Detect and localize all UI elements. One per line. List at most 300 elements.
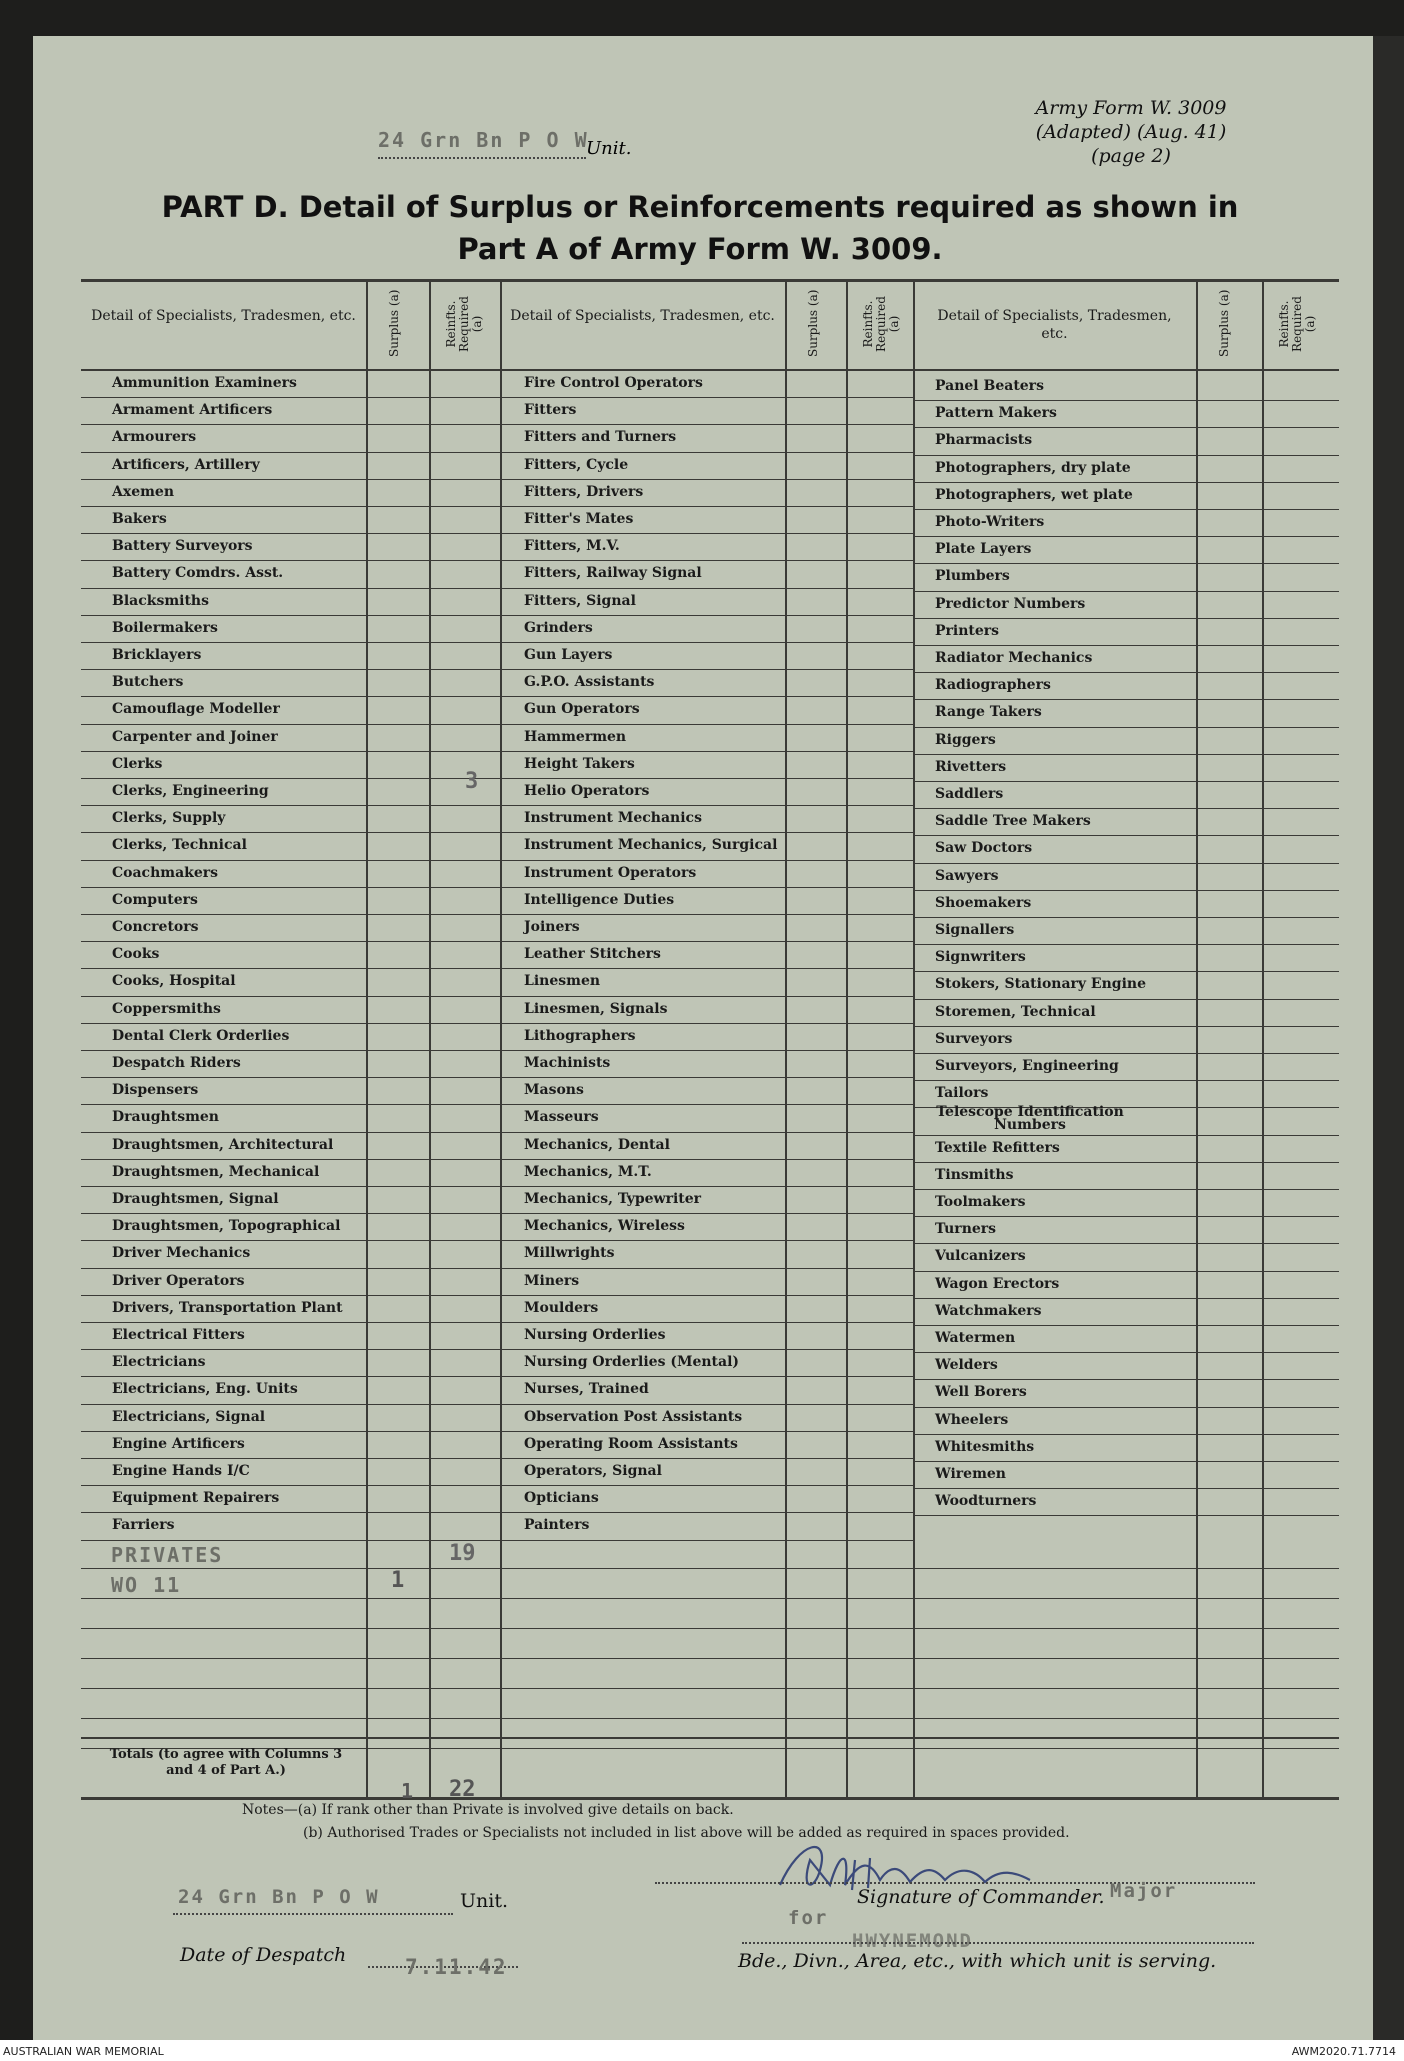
bde-label: Bde., Divn., Area, etc., with which unit is serving. <box>738 1950 1217 1972</box>
footer-unit-label: Unit. <box>460 1890 509 1912</box>
row-rule <box>500 479 913 480</box>
command-stamp: HWYNEMOND <box>852 1930 973 1952</box>
row-rule <box>500 424 913 425</box>
trade-item: Driver Operators <box>112 1272 245 1289</box>
trade-item: Camouflage Modeller <box>112 701 280 718</box>
trade-item: Draughtsmen, Mechanical <box>112 1163 320 1180</box>
trade-item: Shoemakers <box>935 894 1032 911</box>
trade-item: Nursing Orderlies <box>524 1327 666 1343</box>
note-a: Notes—(a) If rank other than Private is involved give details on back. <box>242 1802 734 1818</box>
trade-item: Engine Hands I/C <box>112 1463 250 1479</box>
trade-item: Clerks <box>112 755 163 772</box>
row-rule <box>500 1077 913 1078</box>
row-rule <box>81 1186 500 1187</box>
row-rule <box>500 968 913 969</box>
table-top-border <box>81 279 1339 282</box>
row-rule <box>913 754 1339 755</box>
row-rule <box>913 591 1339 592</box>
row-rule <box>81 1431 500 1432</box>
row-rule <box>500 1295 913 1296</box>
signature-label: Signature of Commander. <box>857 1886 1105 1908</box>
row-rule <box>81 615 500 616</box>
trade-item: Armament Artificers <box>112 402 273 419</box>
row-rule <box>81 914 500 915</box>
row-rule <box>81 1485 500 1486</box>
trade-item: Whitesmiths <box>935 1438 1035 1455</box>
trade-item: Nurses, Trained <box>524 1381 649 1398</box>
trade-item: Fitter's Mates <box>524 511 634 527</box>
row-rule <box>81 506 500 507</box>
row-rule <box>913 917 1339 918</box>
trade-item: Dispensers <box>112 1082 199 1099</box>
row-rule <box>913 727 1339 728</box>
row-rule <box>81 832 500 833</box>
trade-item: Fitters, M.V. <box>524 538 620 555</box>
row-rule <box>500 1540 913 1541</box>
form-title: PART D. Detail of Surplus or Reinforcements required as shown in <box>161 190 1239 224</box>
row-rule <box>81 1512 500 1513</box>
trade-item: Butchers <box>112 674 184 691</box>
row-rule <box>500 1132 913 1133</box>
row-rule <box>913 781 1339 782</box>
row-rule <box>81 1213 500 1214</box>
form-ref-line: (page 2) <box>1091 145 1171 167</box>
extra-row-label-wo: WO 11 <box>111 1572 182 1597</box>
row-rule <box>913 536 1339 537</box>
archive-strip <box>0 2040 1404 2061</box>
trade-item: Saddlers <box>935 786 1004 802</box>
trade-item: Mechanics, M.T. <box>524 1163 652 1180</box>
row-rule <box>500 751 913 752</box>
trade-item: Radiographers <box>935 677 1051 694</box>
row-rule <box>81 1540 500 1541</box>
trade-item: Stokers, Stationary Engine <box>935 976 1146 993</box>
row-rule <box>500 941 913 942</box>
clerks-reinfts: 3 <box>465 768 479 794</box>
row-rule <box>81 1132 500 1133</box>
trade-item: Gun Operators <box>524 701 640 718</box>
trade-item: Height Takers <box>524 755 635 772</box>
row-rule <box>81 397 500 398</box>
trade-item: Photo-Writers <box>935 514 1045 530</box>
extra-row-reinfts: 19 <box>449 1540 476 1566</box>
trade-item: Electricians, Signal <box>112 1408 266 1425</box>
row-rule <box>81 696 500 697</box>
trade-item: Printers <box>935 622 1000 639</box>
row-rule <box>500 1186 913 1187</box>
row-rule <box>913 1135 1339 1136</box>
trade-item: Bricklayers <box>112 647 202 663</box>
row-rule <box>500 1322 913 1323</box>
col-header-reinfts: Reinfts. Required (a) <box>861 296 901 352</box>
trade-item: Toolmakers <box>935 1194 1026 1210</box>
col-header-detail: Detail of Specialists, Tradesmen, etc. <box>937 308 1172 342</box>
row-rule <box>81 941 500 942</box>
blank-row-rule <box>81 1628 1339 1629</box>
trade-item: Tinsmiths <box>935 1166 1014 1183</box>
footer-unit-line <box>173 1913 453 1915</box>
row-rule <box>500 1458 913 1459</box>
row-rule <box>81 533 500 534</box>
row-rule <box>500 1431 913 1432</box>
row-rule <box>500 452 913 453</box>
trade-item: Well Borers <box>935 1384 1027 1401</box>
trade-item: Armourers <box>112 429 197 446</box>
trade-item: Linesmen, Signals <box>524 1000 668 1017</box>
row-rule <box>81 642 500 643</box>
row-rule <box>500 1376 913 1377</box>
trade-item: Masons <box>524 1082 584 1099</box>
trade-item: Saw Doctors <box>935 840 1033 857</box>
row-rule <box>913 1053 1339 1054</box>
row-rule <box>500 669 913 670</box>
trade-item: Engine Artificers <box>112 1435 245 1452</box>
row-rule <box>913 1271 1339 1272</box>
trade-item: Battery Surveyors <box>112 538 253 555</box>
trade-item: Textile Refitters <box>935 1139 1060 1156</box>
row-rule <box>500 778 913 779</box>
row-rule <box>500 533 913 534</box>
row-rule <box>500 914 913 915</box>
trade-item: Mechanics, Wireless <box>524 1218 685 1235</box>
row-rule <box>913 1243 1339 1244</box>
row-rule <box>81 1104 500 1105</box>
row-rule <box>500 860 913 861</box>
trade-item: Fitters and Turners <box>524 429 677 446</box>
trade-item: Helio Operators <box>524 783 650 799</box>
row-rule <box>913 835 1339 836</box>
row-rule <box>81 424 500 425</box>
trade-item: Welders <box>935 1357 998 1374</box>
row-rule <box>500 887 913 888</box>
row-rule <box>500 615 913 616</box>
row-rule <box>913 1379 1339 1380</box>
row-rule <box>913 482 1339 483</box>
trade-item: Pharmacists <box>935 432 1033 449</box>
row-rule <box>913 971 1339 972</box>
form-ref-line: (Adapted) (Aug. 41) <box>1035 121 1227 143</box>
row-rule <box>500 397 913 398</box>
table-bottom-border <box>81 1797 1339 1800</box>
trade-item: Surveyors, Engineering <box>935 1058 1119 1074</box>
trade-item: Photographers, dry plate <box>935 459 1131 476</box>
row-rule <box>913 808 1339 809</box>
trade-item: Turners <box>935 1221 997 1238</box>
row-rule <box>81 1458 500 1459</box>
col-header-surplus: Surplus (a) <box>806 289 820 357</box>
trade-item: Drivers, Transportation Plant <box>112 1299 343 1316</box>
trade-item: Storemen, Technical <box>935 1003 1096 1020</box>
trade-item: Cooks <box>112 946 160 963</box>
row-rule <box>913 944 1339 945</box>
blank-row-rule <box>81 1598 1339 1599</box>
row-rule <box>500 560 913 561</box>
trade-item: Vulcanizers <box>935 1248 1026 1265</box>
trade-item: Wagon Erectors <box>935 1275 1060 1292</box>
trade-item: Coppersmiths <box>112 1000 221 1017</box>
row-rule <box>500 1104 913 1105</box>
row-rule <box>500 1050 913 1051</box>
trade-item: Despatch Riders <box>112 1055 241 1071</box>
row-rule <box>500 1213 913 1214</box>
trade-item: Electrical Fitters <box>112 1327 245 1343</box>
trade-item: Lithographers <box>524 1027 636 1044</box>
date-value: 7.11.42 <box>405 1955 508 1979</box>
trade-item: Saddle Tree Makers <box>935 813 1091 830</box>
row-rule <box>81 669 500 670</box>
row-rule <box>81 778 500 779</box>
row-rule <box>913 999 1339 1000</box>
row-rule <box>500 1512 913 1513</box>
row-rule <box>913 1515 1339 1516</box>
trade-item: Artificers, Artillery <box>112 456 260 473</box>
row-rule <box>913 400 1339 401</box>
trade-item: Equipment Repairers <box>112 1490 280 1507</box>
blank-row-rule <box>81 1568 1339 1569</box>
trade-item: Pattern Makers <box>935 405 1057 422</box>
trade-item: Operators, Signal <box>524 1463 662 1479</box>
extra-row-label-privates: PRIVATES <box>111 1542 224 1567</box>
row-rule <box>913 1461 1339 1462</box>
col-header-surplus: Surplus (a) <box>387 289 401 357</box>
row-rule <box>913 1080 1339 1081</box>
trade-item: Boilermakers <box>112 619 218 636</box>
form-subtitle: Part A of Army Form W. 3009. <box>457 232 943 266</box>
row-rule <box>500 805 913 806</box>
rank-stamp: Major <box>1110 1880 1178 1902</box>
row-rule <box>81 1240 500 1241</box>
totals-surplus: 1 <box>401 1779 414 1803</box>
trade-item: Leather Stitchers <box>524 946 661 963</box>
row-rule <box>500 642 913 643</box>
trade-item: Predictor Numbers <box>935 595 1086 612</box>
trade-item: Painters <box>524 1517 590 1534</box>
trade-item: Watermen <box>935 1330 1016 1346</box>
trade-item: Observation Post Assistants <box>524 1408 743 1425</box>
unit-line <box>378 157 586 159</box>
trade-item: Hammermen <box>524 728 627 745</box>
trade-item: Signallers <box>935 922 1015 938</box>
trade-item: Clerks, Supply <box>112 810 226 827</box>
blank-row-rule <box>81 1658 1339 1659</box>
unit-stamp: 24 Grn Bn P O W <box>378 128 589 152</box>
trade-item: Dental Clerk Orderlies <box>112 1027 290 1044</box>
unit-label: Unit. <box>586 138 632 159</box>
row-rule <box>913 455 1339 456</box>
trade-item: Farriers <box>112 1517 175 1534</box>
col-header-detail: Detail of Specialists, Tradesmen, etc. <box>510 308 775 324</box>
trade-item: Computers <box>112 891 198 908</box>
row-rule <box>500 588 913 589</box>
trade-item: Signwriters <box>935 949 1026 966</box>
form-reference <box>1020 96 1242 168</box>
row-rule <box>913 645 1339 646</box>
trade-item: Mechanics, Dental <box>524 1136 670 1153</box>
column-divider <box>913 279 915 1797</box>
archive-ref: AWM2020.71.7714 <box>1291 2045 1396 2058</box>
row-rule <box>81 1322 500 1323</box>
bde-line <box>742 1942 1254 1944</box>
extra-row-surplus: 1 <box>391 1567 405 1593</box>
row-rule <box>81 996 500 997</box>
trade-item: Electricians <box>112 1354 206 1371</box>
row-rule <box>500 1159 913 1160</box>
row-rule <box>500 996 913 997</box>
trade-item: Ammunition Examiners <box>112 375 297 391</box>
specialists-table <box>81 279 1339 1803</box>
trade-item: Cooks, Hospital <box>112 973 236 990</box>
row-rule <box>81 1050 500 1051</box>
trade-item: Draughtsmen <box>112 1109 219 1126</box>
trade-item: Opticians <box>524 1490 599 1507</box>
trade-item: Millwrights <box>524 1245 615 1262</box>
totals-label: Totals (to agree with Columns 3 and 4 of Part A.) <box>109 1747 343 1778</box>
trade-item: Fitters, Cycle <box>524 456 629 473</box>
note-b: (b) Authorised Trades or Specialists not included in list above will be added as required in spaces provided. <box>303 1825 1070 1841</box>
row-rule <box>913 1216 1339 1217</box>
row-rule <box>81 479 500 480</box>
trade-item: Driver Mechanics <box>112 1245 251 1262</box>
trade-item: Instrument Operators <box>524 864 697 881</box>
row-rule <box>81 751 500 752</box>
trade-item: Sawyers <box>935 867 999 884</box>
trade-item: Blacksmiths <box>112 592 209 609</box>
col-header-surplus: Surplus (a) <box>1217 289 1231 357</box>
trade-item: Plumbers <box>935 568 1010 585</box>
trade-item: Instrument Mechanics, Surgical <box>524 837 778 854</box>
blank-row-rule <box>81 1718 1339 1719</box>
row-rule <box>913 1298 1339 1299</box>
trade-item: Plate Layers <box>935 541 1032 558</box>
row-rule <box>913 1488 1339 1489</box>
trade-item: Nursing Orderlies (Mental) <box>524 1354 740 1371</box>
trade-item: Wheelers <box>935 1411 1009 1428</box>
row-rule <box>81 1295 500 1296</box>
row-rule <box>81 588 500 589</box>
trade-item: Tailors <box>935 1085 989 1102</box>
row-rule <box>913 1434 1339 1435</box>
trade-item: Radiator Mechanics <box>935 650 1093 666</box>
blank-row-rule <box>81 1688 1339 1689</box>
row-rule <box>913 1189 1339 1190</box>
col-header-detail: Detail of Specialists, Tradesmen, etc. <box>91 308 356 324</box>
row-rule <box>913 699 1339 700</box>
trade-item: Woodturners <box>935 1493 1037 1510</box>
footer-unit-stamp: 24 Grn Bn P O W <box>178 1886 380 1908</box>
row-rule <box>81 1268 500 1269</box>
trade-item: Gun Layers <box>524 647 613 663</box>
trade-item: Draughtsmen, Architectural <box>112 1136 334 1153</box>
row-rule <box>913 1162 1339 1163</box>
row-rule <box>913 563 1339 564</box>
trade-item: Coachmakers <box>112 864 219 881</box>
trade-item: Operating Room Assistants <box>524 1435 738 1452</box>
row-rule <box>81 1404 500 1405</box>
row-rule <box>81 1376 500 1377</box>
column-divider <box>1196 279 1198 1797</box>
trade-item: Fitters, Signal <box>524 592 636 609</box>
row-rule <box>81 1077 500 1078</box>
row-rule <box>81 1023 500 1024</box>
row-rule <box>913 509 1339 510</box>
trade-item: Miners <box>524 1272 580 1289</box>
col-header-reinfts: Reinfts. Required (a) <box>444 296 484 352</box>
date-label: Date of Despatch <box>180 1944 347 1966</box>
row-rule <box>500 1404 913 1405</box>
row-rule <box>81 560 500 561</box>
trade-item: Surveyors <box>935 1030 1013 1047</box>
row-rule <box>81 860 500 861</box>
scan-edge <box>1373 36 1404 2040</box>
row-rule <box>81 1159 500 1160</box>
trade-item: Machinists <box>524 1055 611 1071</box>
row-rule <box>500 1240 913 1241</box>
row-rule <box>913 863 1339 864</box>
trade-item: Fire Control Operators <box>524 375 703 391</box>
trade-item: Instrument Mechanics <box>524 810 702 827</box>
row-rule <box>913 1325 1339 1326</box>
row-rule <box>913 890 1339 891</box>
row-rule <box>81 452 500 453</box>
row-rule <box>913 672 1339 673</box>
row-rule <box>500 724 913 725</box>
trade-item: Rivetters <box>935 758 1007 775</box>
totals-reinfts: 22 <box>449 1777 476 1802</box>
row-rule <box>500 1485 913 1486</box>
trade-item: Draughtsmen, Signal <box>112 1191 279 1207</box>
trade-item: Electricians, Eng. Units <box>112 1381 298 1398</box>
row-rule <box>913 1352 1339 1353</box>
trade-item: Carpenter and Joiner <box>112 728 278 745</box>
trade-item: Battery Comdrs. Asst. <box>112 565 284 582</box>
column-divider <box>1262 279 1264 1797</box>
form-ref-line: Army Form W. 3009 <box>1035 97 1227 119</box>
row-rule <box>81 724 500 725</box>
row-rule <box>81 1349 500 1350</box>
row-rule <box>81 968 500 969</box>
trade-item: Linesmen <box>524 973 601 990</box>
trade-item: Clerks, Engineering <box>112 783 269 799</box>
row-rule <box>500 1023 913 1024</box>
header-bottom-border <box>81 369 1339 371</box>
trade-item: Range Takers <box>935 704 1042 721</box>
row-rule <box>500 696 913 697</box>
row-rule <box>500 1349 913 1350</box>
trade-item: Draughtsmen, Topographical <box>112 1218 341 1235</box>
trade-item: Bakers <box>112 511 167 527</box>
trade-item: Mechanics, Typewriter <box>524 1191 702 1207</box>
trade-item: Photographers, wet plate <box>935 486 1133 503</box>
trade-item: Intelligence Duties <box>524 891 675 908</box>
row-rule <box>500 506 913 507</box>
trade-item: Concretors <box>112 919 199 935</box>
trade-item: Masseurs <box>524 1109 599 1126</box>
trade-item: Grinders <box>524 619 593 636</box>
for-stamp: for <box>788 1907 829 1929</box>
trade-item: Fitters, Railway Signal <box>524 565 702 582</box>
trade-item: Clerks, Technical <box>112 837 247 854</box>
trade-item: Telescope Identification Numbers <box>936 1104 1124 1134</box>
row-rule <box>913 1026 1339 1027</box>
trade-item: Axemen <box>112 483 175 500</box>
trade-item: G.P.O. Assistants <box>524 674 655 691</box>
row-rule <box>913 618 1339 619</box>
trade-item: Fitters, Drivers <box>524 483 644 500</box>
trade-item: Fitters <box>524 402 577 419</box>
trade-item: Riggers <box>935 731 996 748</box>
row-rule <box>500 832 913 833</box>
row-rule <box>81 805 500 806</box>
